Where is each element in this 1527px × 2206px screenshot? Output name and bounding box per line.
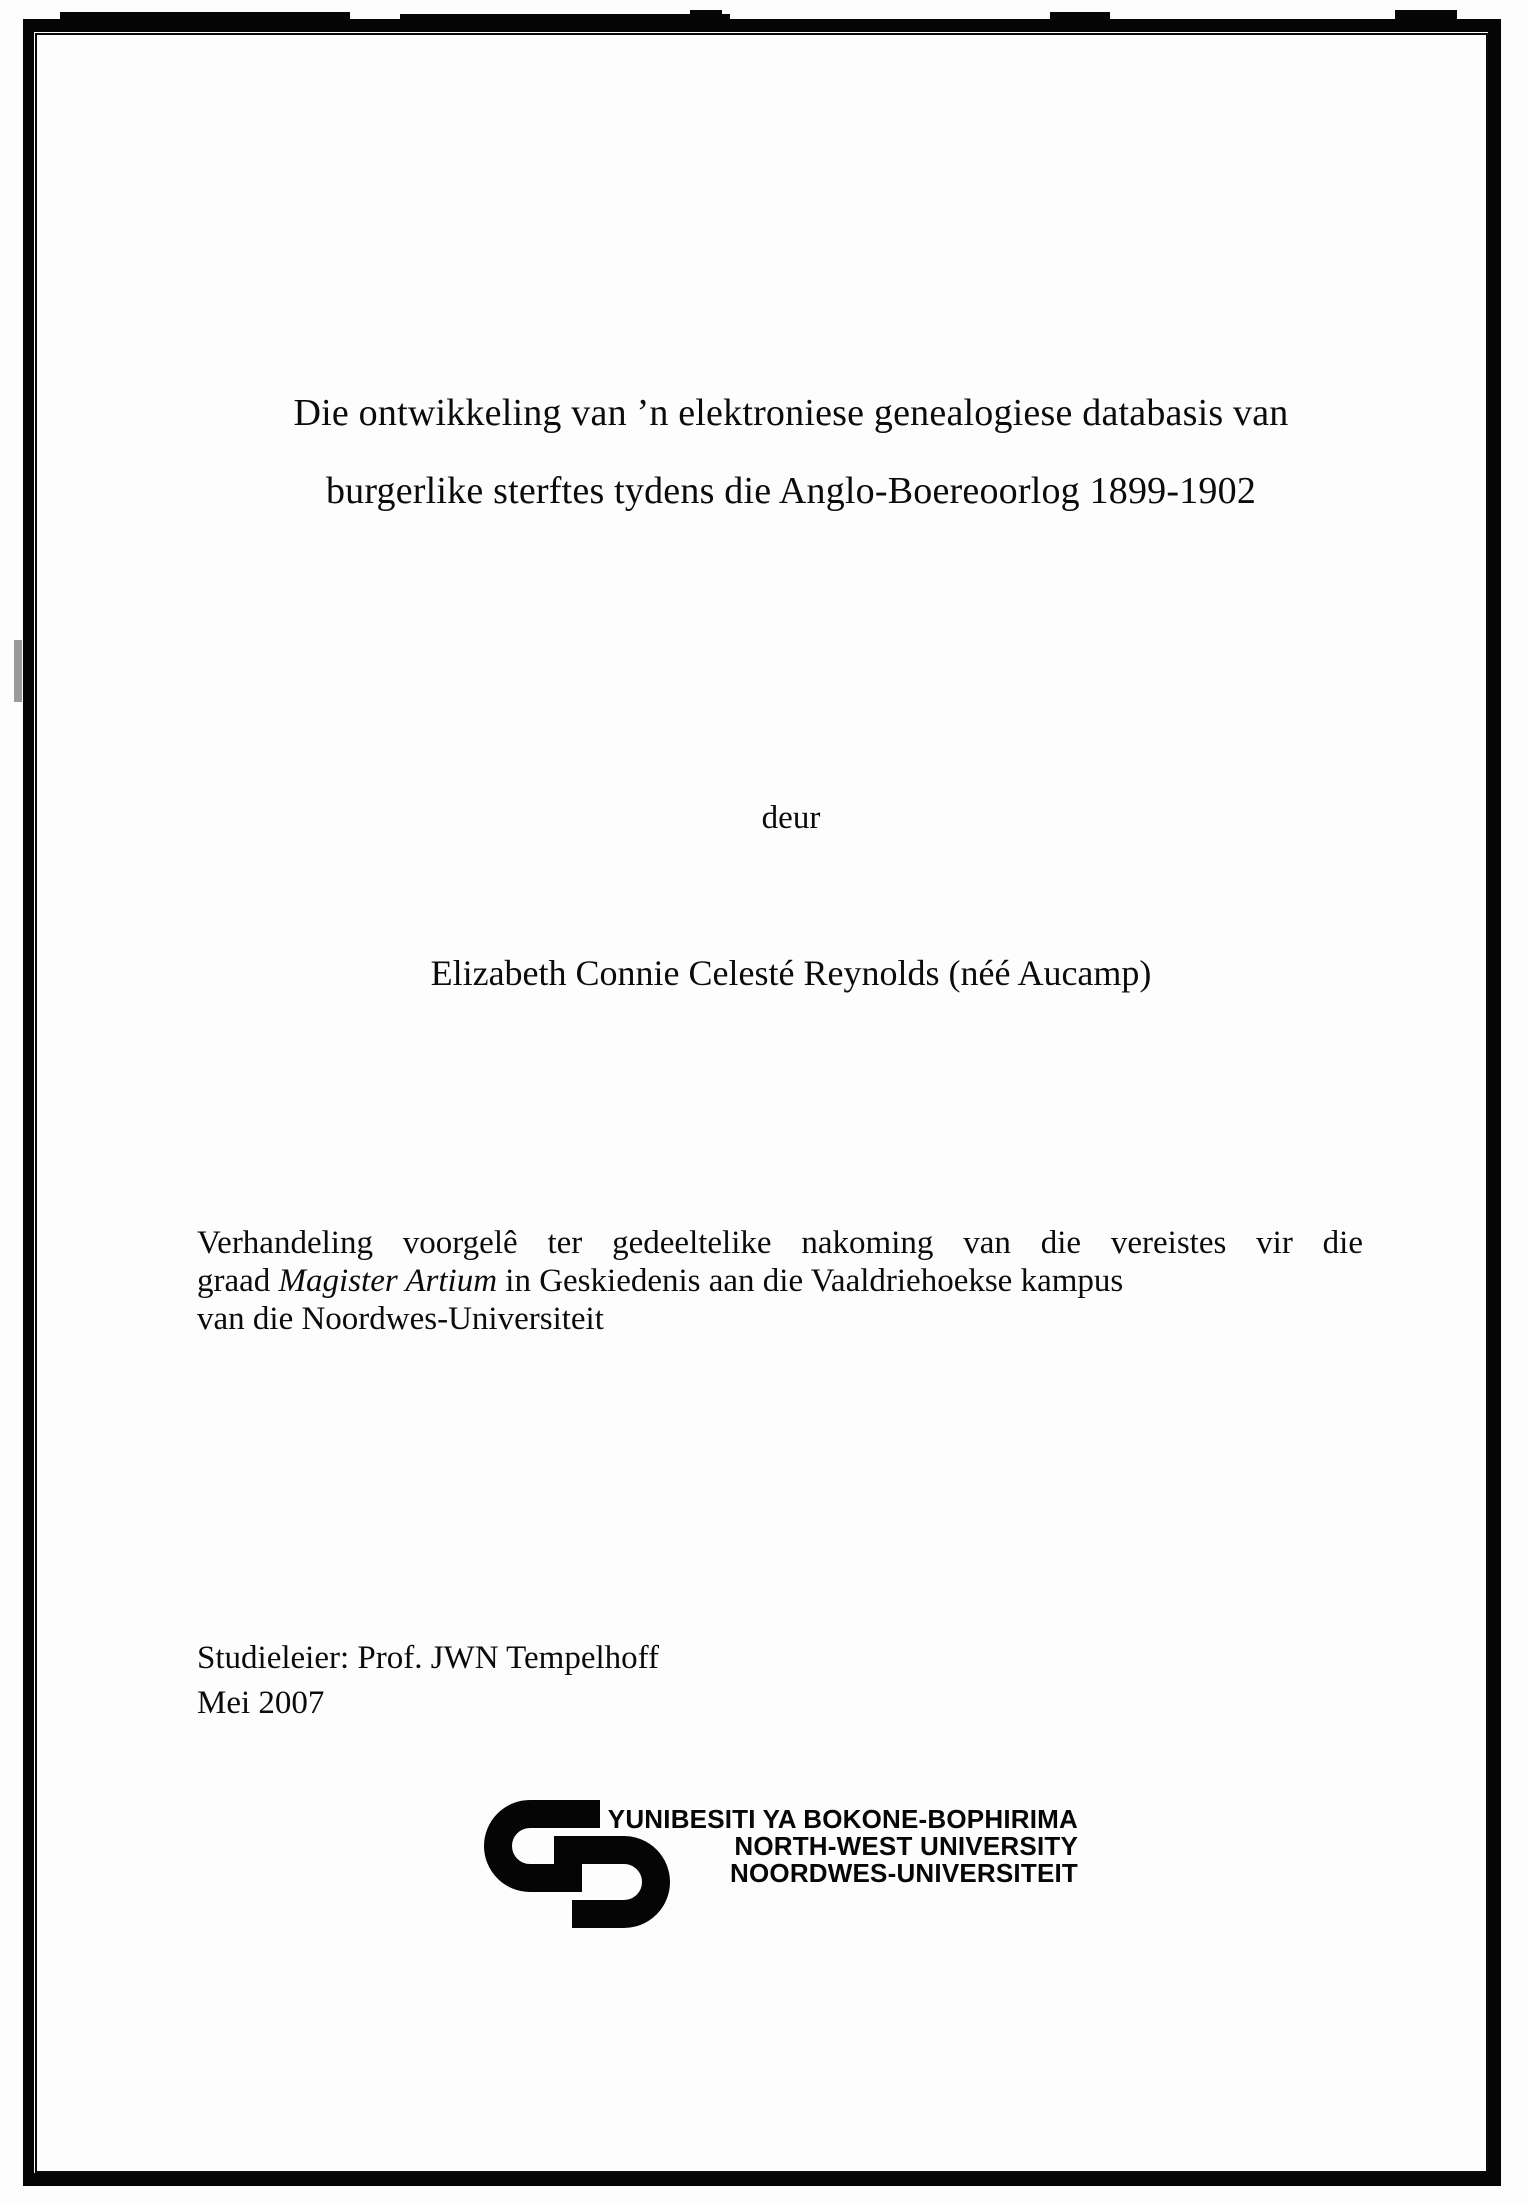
scan-artifact	[14, 640, 22, 702]
page-title-line-1: Die ontwikkeling van ’n elektroniese genealogiese databasis van	[293, 392, 1289, 434]
scan-artifact	[1395, 10, 1457, 19]
statement-line2-post: in Geskiedenis aan die Vaaldriehoekse kampus	[497, 1263, 1124, 1299]
supervisor-block	[197, 1636, 1097, 1726]
date-line: Mei 2007	[197, 1685, 325, 1721]
page-title-line-2: burgerlike sterftes tydens die Anglo-Boereoorlog 1899-1902	[325, 470, 1257, 512]
logo-text-english: NORTH-WEST UNIVERSITY	[734, 1831, 1078, 1861]
supervisor-line: Studieleier: Prof. JWN Tempelhoff	[197, 1640, 660, 1676]
degree-statement-line-3: van die Noordwes-Universiteit	[197, 1301, 604, 1337]
degree-statement-line-1: Verhandeling voorgelê ter gedeeltelike nakoming van die vereistes vir die	[197, 1225, 1363, 1261]
scan-artifact	[1050, 12, 1110, 19]
logo-text-afrikaans: NOORDWES-UNIVERSITEIT	[730, 1858, 1078, 1888]
university-logo	[482, 1800, 1082, 1932]
university-logo-text	[598, 1806, 1078, 1887]
statement-line2-pre: graad	[197, 1263, 279, 1299]
degree-statement-line-2	[197, 1262, 1363, 1300]
author-name: Elizabeth Connie Celesté Reynolds (néé Aucamp)	[430, 953, 1152, 993]
degree-statement	[197, 1224, 1363, 1338]
degree-name-italic: Magister Artium	[278, 1263, 498, 1299]
logo-text-setswana: YUNIBESITI YA BOKONE-BOPHIRIMA	[607, 1804, 1078, 1834]
byline-deur: deur	[761, 800, 821, 836]
page-title	[195, 374, 1387, 530]
